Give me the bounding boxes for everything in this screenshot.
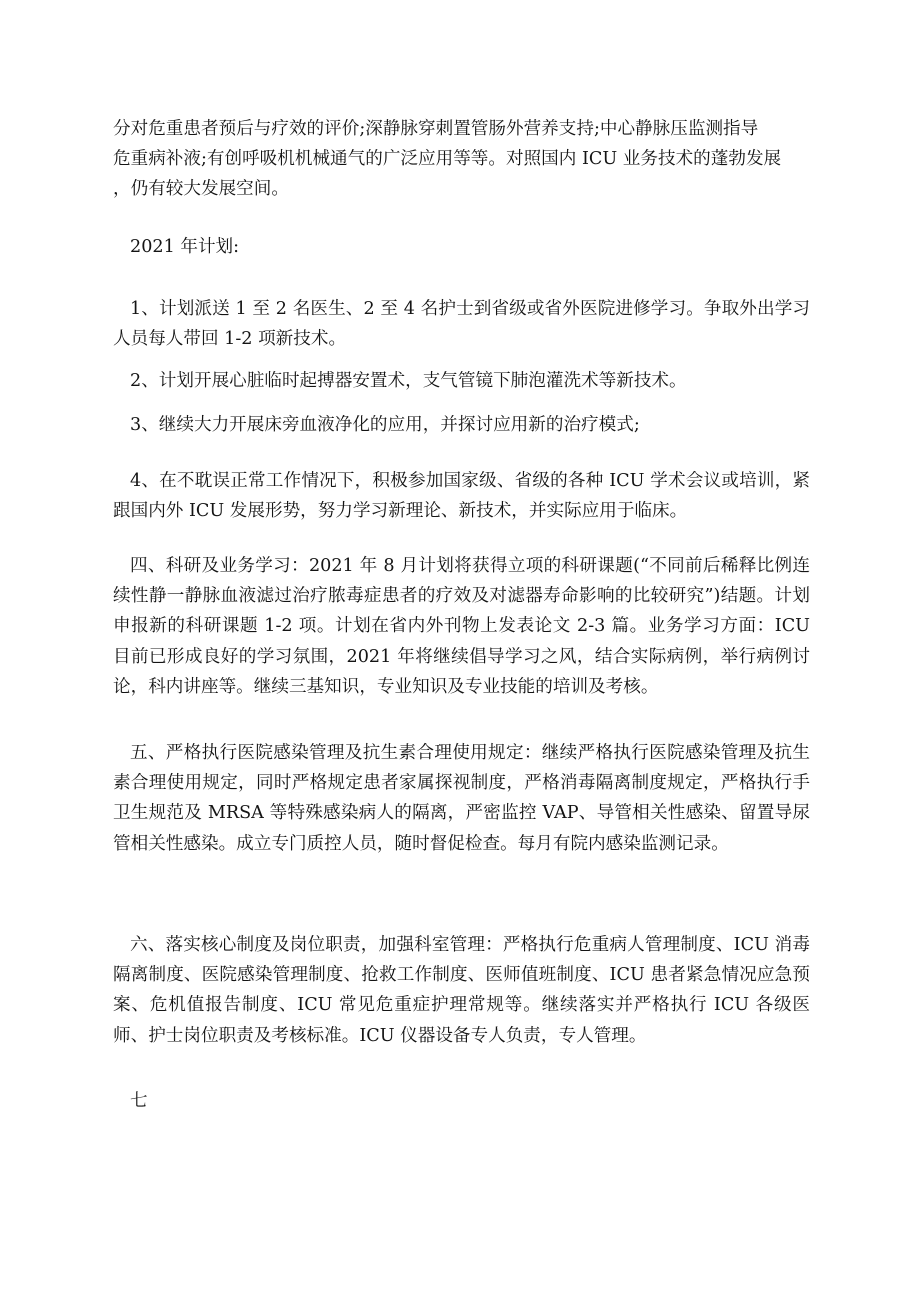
- section-six-management: 六、落实核心制度及岗位职责，加强科室管理：严格执行危重病人管理制度、ICU 消毒隔离制度、医院感染管理制度、抢救工作制度、医师值班制度、ICU 患者紧急情况应急预案、危机值报告制度、ICU 常见危重症护理常规等。继续落实并严格执行 ICU 各级医师、护士岗位职责及考核标准。ICU 仪器设备专人负责，专人管理。: [113, 935, 810, 1046]
- section-seven-start: 七: [130, 1091, 148, 1111]
- continuation-line-3: ，仍有较大发展空间。: [113, 179, 289, 200]
- section-five-infection-control: 五、严格执行医院感染管理及抗生素合理使用规定：继续严格执行医院感染管理及抗生素合理使用规定，同时严格规定患者家属探视制度，严格消毒隔离制度规定，严格执行手卫生规范及 MRSA 等特殊感染病人的隔离，严密监控 VAP、导管相关性感染、留置导尿管相关性感染。成立专门质控人员，随时督促检查。每月有院内感染监测记录。: [113, 743, 810, 854]
- plan-item-4: 4、在不耽误正常工作情况下，积极参加国家级、省级的各种 ICU 学术会议或培训，紧跟国内外 ICU 发展形势，努力学习新理论、新技术，并实际应用于临床。: [113, 471, 810, 522]
- section-four-research: 四、科研及业务学习：2021 年 8 月计划将获得立项的科研课题(“不同前后稀释比例连续性静一静脉血液滤过治疗脓毒症患者的疗效及对滤器寿命影响的比较研究”)结题。计划申报新的科研课题 1-2 项。计划在省内外刊物上发表论文 2-3 篇。业务学习方面：ICU 目前已形成良好的学习氛围，2021 年将继续倡导学习之风，结合实际病例，举行病例讨论，科内讲座等。继续三基知识，专业知识及专业技能的培训及考核。: [113, 556, 810, 697]
- plan-heading: 2021 年计划:: [130, 237, 240, 257]
- plan-item-2: 2、计划开展心脏临时起搏器安置术，支气管镜下肺泡灌洗术等新技术。: [130, 371, 687, 391]
- continuation-paragraph: [113, 114, 810, 205]
- continuation-line-2: 危重病补液;有创呼吸机机械通气的广泛应用等等。对照国内 ICU 业务技术的蓬勃发展: [113, 149, 782, 170]
- plan-item-1: 1、计划派送 1 至 2 名医生、2 至 4 名护士到省级或省外医院进修学习。争取外出学习人员每人带回 1-2 项新技术。: [113, 299, 810, 350]
- continuation-line-1: 分对危重患者预后与疗效的评价;深静脉穿刺置管肠外营养支持;中心静脉压监测指导: [113, 119, 759, 139]
- plan-item-3: 3、继续大力开展床旁血液净化的应用，并探讨应用新的治疗模式;: [130, 415, 640, 435]
